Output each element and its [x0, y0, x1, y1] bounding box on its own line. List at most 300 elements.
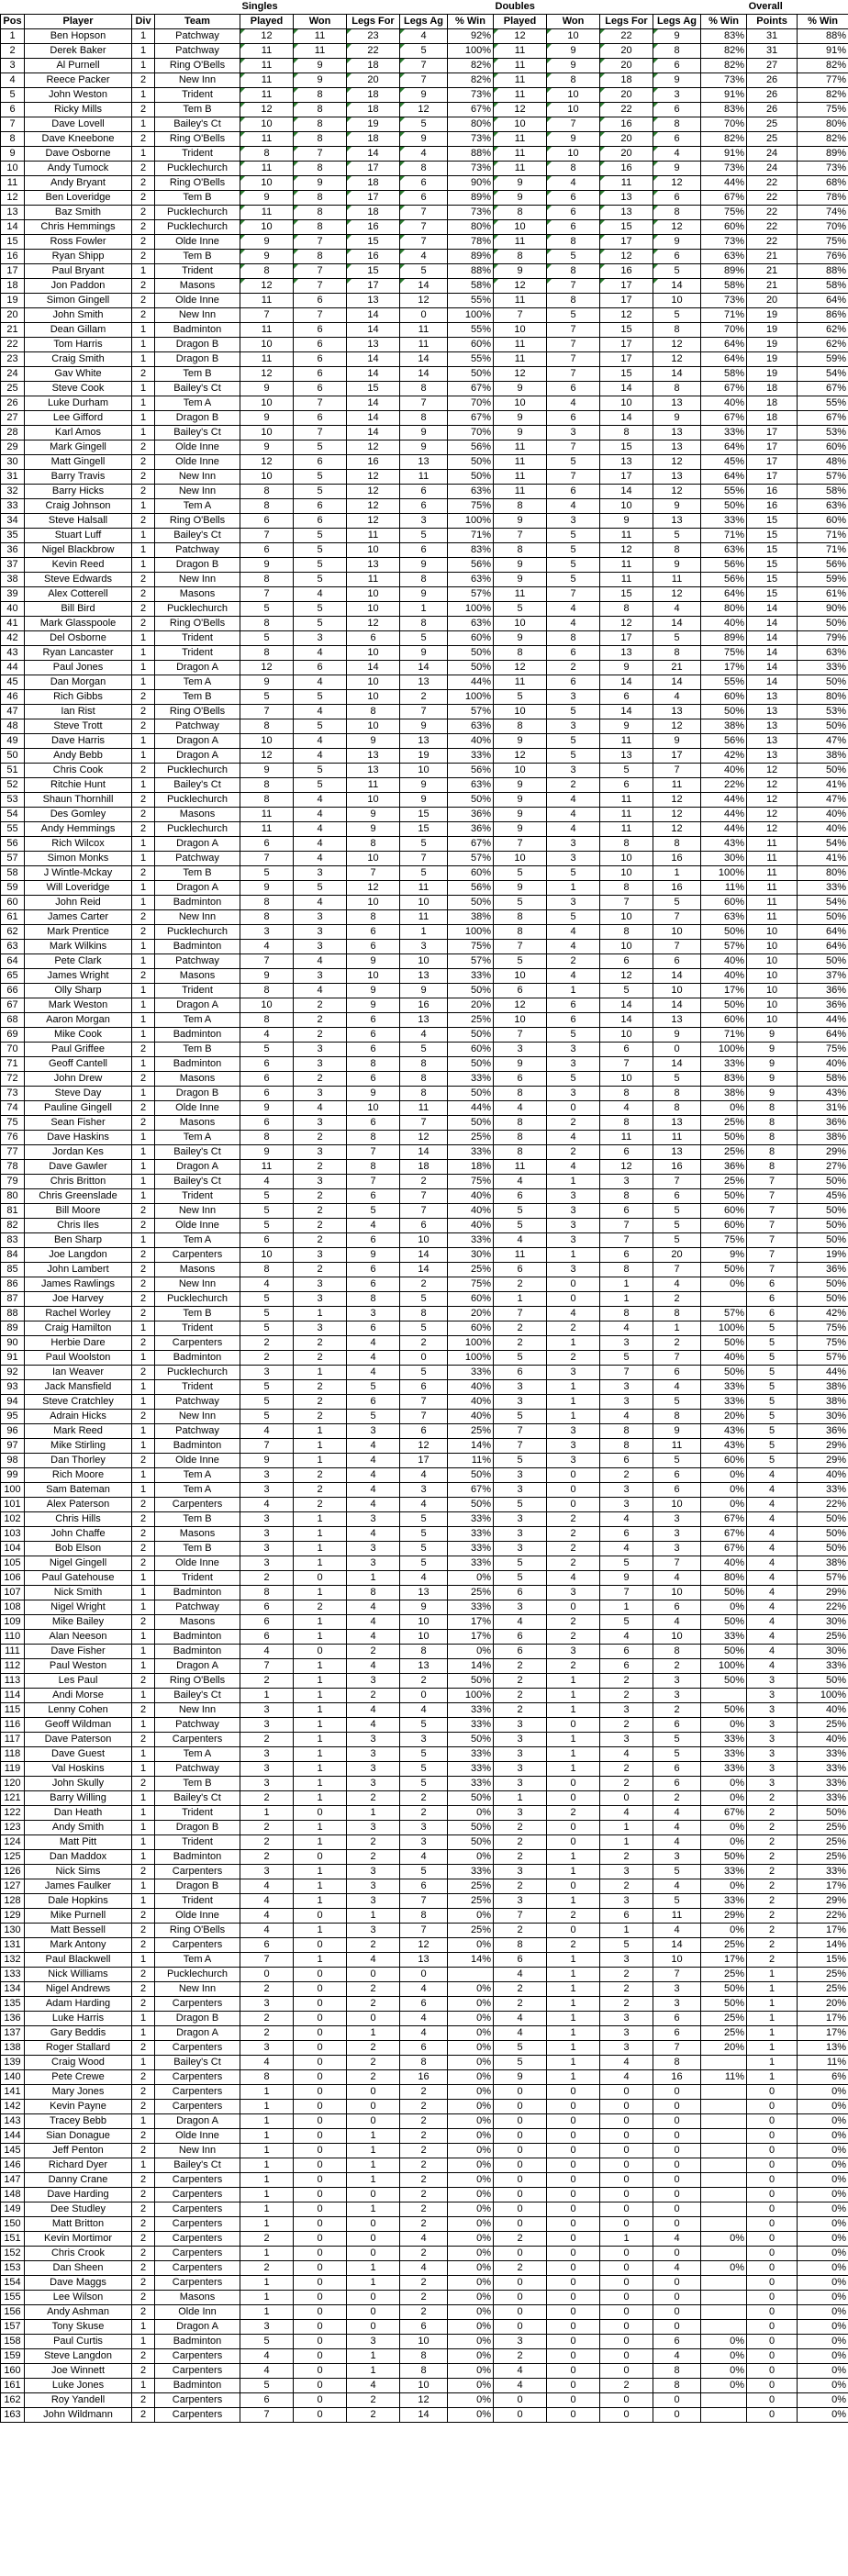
cell-overall-pct-win: 82% — [798, 88, 848, 103]
table-row — [1, 1145, 848, 1160]
table-row — [1, 675, 848, 690]
cell-singles-played: 5 — [240, 1395, 294, 1410]
cell-singles-legs-ag: 2 — [400, 2305, 448, 2320]
cell-team: Carpenters — [155, 2408, 240, 2423]
cell-singles-played: 1 — [240, 2144, 294, 2158]
cell-singles-played: 8 — [240, 793, 294, 808]
cell-singles-pct-win: 82% — [448, 73, 494, 88]
cell-singles-legs-ag: 12 — [400, 1439, 448, 1454]
cell-doubles-played: 5 — [494, 954, 547, 969]
cell-overall-pct-win: 50% — [798, 1219, 848, 1233]
table-row — [1, 470, 848, 485]
cell-doubles-pct-win: 44% — [701, 176, 747, 191]
cell-singles-legs-ag: 19 — [400, 749, 448, 764]
cell-doubles-won: 5 — [547, 308, 600, 323]
cell-player: Mike Cook — [25, 1028, 132, 1043]
cell-overall-pct-win: 0% — [798, 2188, 848, 2202]
cell-overall-pct-win: 77% — [798, 73, 848, 88]
cell-doubles-played: 5 — [494, 1410, 547, 1424]
cell-singles-legs-ag: 8 — [400, 2364, 448, 2379]
cell-div: 2 — [132, 969, 155, 984]
cell-doubles-won: 0 — [547, 1498, 600, 1512]
cell-singles-legs-ag: 9 — [400, 984, 448, 998]
cell-doubles-won: 4 — [547, 969, 600, 984]
cell-div: 1 — [132, 1571, 155, 1586]
table-row — [1, 2408, 848, 2423]
cell-doubles-legs-ag: 0 — [653, 2320, 701, 2335]
table-row — [1, 2070, 848, 2085]
cell-doubles-pct-win: 80% — [701, 1571, 747, 1586]
cell-singles-pct-win: 75% — [448, 1175, 494, 1189]
cell-doubles-played: 9 — [494, 778, 547, 793]
cell-doubles-pct-win: 22% — [701, 778, 747, 793]
cell-pos: 105 — [1, 1556, 25, 1571]
cell-doubles-pct-win: 44% — [701, 808, 747, 822]
table-row — [1, 176, 848, 191]
cell-singles-pct-win: 0% — [448, 2173, 494, 2188]
cell-singles-won: 3 — [294, 1087, 347, 1101]
cell-overall-pct-win: 50% — [798, 719, 848, 734]
cell-singles-won: 5 — [294, 529, 347, 543]
cell-player: Dan Maddox — [25, 1850, 132, 1865]
cell-div: 1 — [132, 1850, 155, 1865]
cell-singles-played: 5 — [240, 1292, 294, 1307]
cell-doubles-pct-win: 0% — [701, 1498, 747, 1512]
cell-doubles-won: 4 — [547, 925, 600, 940]
cell-doubles-played: 7 — [494, 1909, 547, 1924]
cell-doubles-won: 0 — [547, 2217, 600, 2232]
cell-doubles-legs-ag: 4 — [653, 2349, 701, 2364]
cell-player: John Drew — [25, 1072, 132, 1087]
cell-points: 0 — [747, 2100, 798, 2114]
cell-singles-legs-ag: 11 — [400, 881, 448, 896]
cell-team: Olde Inne — [155, 1909, 240, 1924]
cell-overall-pct-win: 17% — [798, 2012, 848, 2026]
cell-singles-won: 6 — [294, 499, 347, 514]
cell-doubles-pct-win: 40% — [701, 764, 747, 778]
cell-team: Masons — [155, 1072, 240, 1087]
cell-doubles-won: 4 — [547, 176, 600, 191]
cell-points: 4 — [747, 1468, 798, 1483]
cell-singles-legs-ag: 2 — [400, 2085, 448, 2100]
cell-doubles-legs-for: 7 — [600, 1233, 653, 1248]
cell-team: Masons — [155, 1527, 240, 1542]
cell-overall-pct-win: 75% — [798, 1043, 848, 1057]
cell-doubles-pct-win: 25% — [701, 1116, 747, 1131]
cell-team: Olde Inne — [155, 294, 240, 308]
cell-doubles-won: 0 — [547, 1292, 600, 1307]
cell-singles-pct-win: 0% — [448, 2379, 494, 2393]
cell-doubles-played: 11 — [494, 1248, 547, 1263]
cell-points: 2 — [747, 1953, 798, 1968]
cell-player: Nick Williams — [25, 1968, 132, 1982]
cell-singles-legs-ag: 5 — [400, 837, 448, 852]
cell-doubles-won: 4 — [547, 1131, 600, 1145]
cell-singles-pct-win: 33% — [448, 1366, 494, 1380]
cell-team: Trident — [155, 1189, 240, 1204]
cell-singles-won: 8 — [294, 191, 347, 206]
cell-doubles-won: 6 — [547, 675, 600, 690]
cell-div: 2 — [132, 162, 155, 176]
cell-team: Trident — [155, 1806, 240, 1821]
cell-doubles-legs-ag: 5 — [653, 1894, 701, 1909]
cell-doubles-legs-ag: 5 — [653, 1865, 701, 1879]
cell-overall-pct-win: 29% — [798, 1894, 848, 1909]
cell-singles-pct-win: 50% — [448, 1733, 494, 1747]
cell-doubles-legs-for: 2 — [600, 1968, 653, 1982]
cell-doubles-legs-ag: 0 — [653, 2305, 701, 2320]
cell-points: 5 — [747, 1410, 798, 1424]
cell-singles-played: 11 — [240, 294, 294, 308]
cell-doubles-legs-for: 0 — [600, 2173, 653, 2188]
cell-overall-pct-win: 0% — [798, 2261, 848, 2276]
cell-singles-won: 1 — [294, 1527, 347, 1542]
cell-pos: 128 — [1, 1894, 25, 1909]
cell-points: 0 — [747, 2217, 798, 2232]
cell-team: New Inn — [155, 2144, 240, 2158]
cell-singles-won: 2 — [294, 1336, 347, 1351]
cell-doubles-pct-win: 64% — [701, 440, 747, 455]
cell-doubles-pct-win — [701, 2173, 747, 2188]
cell-doubles-legs-ag: 7 — [653, 2041, 701, 2056]
cell-overall-pct-win: 29% — [798, 1586, 848, 1600]
cell-div: 2 — [132, 132, 155, 147]
cell-points: 8 — [747, 1101, 798, 1116]
cell-doubles-pct-win: 0% — [701, 1468, 747, 1483]
cell-doubles-legs-for: 17 — [600, 235, 653, 250]
cell-doubles-won: 0 — [547, 2085, 600, 2100]
cell-singles-legs-for: 9 — [347, 998, 400, 1013]
cell-singles-pct-win: 0% — [448, 1850, 494, 1865]
cell-team: Tem B — [155, 1512, 240, 1527]
cell-singles-played: 2 — [240, 1791, 294, 1806]
cell-pos: 108 — [1, 1600, 25, 1615]
cell-player: Pauline Gingell — [25, 1101, 132, 1116]
cell-doubles-pct-win: 75% — [701, 1233, 747, 1248]
cell-doubles-pct-win: 73% — [701, 235, 747, 250]
cell-singles-legs-ag: 12 — [400, 1131, 448, 1145]
cell-doubles-pct-win: 9% — [701, 1248, 747, 1263]
cell-singles-pct-win: 17% — [448, 1615, 494, 1630]
cell-singles-legs-for: 10 — [347, 793, 400, 808]
cell-team: Bailey's Ct — [155, 426, 240, 440]
cell-doubles-legs-for: 6 — [600, 1248, 653, 1263]
cell-singles-legs-ag: 3 — [400, 1835, 448, 1850]
cell-player: Val Hoskins — [25, 1762, 132, 1777]
cell-div: 1 — [132, 411, 155, 426]
cell-singles-legs-ag: 2 — [400, 2202, 448, 2217]
cell-singles-legs-for: 2 — [347, 1835, 400, 1850]
cell-singles-won: 2 — [294, 1600, 347, 1615]
cell-team: Dragon B — [155, 338, 240, 352]
cell-singles-legs-ag: 13 — [400, 1586, 448, 1600]
cell-singles-played: 3 — [240, 1703, 294, 1718]
table-row — [1, 2335, 848, 2349]
cell-doubles-played: 9 — [494, 514, 547, 529]
cell-doubles-pct-win: 17% — [701, 661, 747, 675]
cell-team: Masons — [155, 2291, 240, 2305]
cell-pos: 12 — [1, 191, 25, 206]
cell-doubles-legs-ag: 17 — [653, 749, 701, 764]
cell-points: 0 — [747, 2379, 798, 2393]
cell-doubles-legs-for: 6 — [600, 1145, 653, 1160]
cell-singles-legs-ag: 4 — [400, 1703, 448, 1718]
cell-singles-won: 0 — [294, 2408, 347, 2423]
cell-doubles-pct-win: 25% — [701, 2012, 747, 2026]
cell-doubles-won: 2 — [547, 1909, 600, 1924]
cell-singles-legs-for: 3 — [347, 1879, 400, 1894]
cell-singles-legs-ag: 10 — [400, 954, 448, 969]
cell-singles-played: 1 — [240, 1689, 294, 1703]
cell-doubles-legs-for: 4 — [600, 1747, 653, 1762]
cell-pos: 125 — [1, 1850, 25, 1865]
cell-div: 2 — [132, 1263, 155, 1277]
cell-singles-played: 2 — [240, 2261, 294, 2276]
cell-points: 9 — [747, 1043, 798, 1057]
cell-doubles-legs-ag: 6 — [653, 1600, 701, 1615]
cell-team: Tem A — [155, 675, 240, 690]
cell-singles-legs-ag: 5 — [400, 1556, 448, 1571]
cell-doubles-played: 7 — [494, 529, 547, 543]
cell-doubles-pct-win — [701, 2158, 747, 2173]
cell-doubles-legs-ag: 8 — [653, 44, 701, 59]
cell-singles-won: 1 — [294, 1307, 347, 1321]
cell-team: Carpenters — [155, 2364, 240, 2379]
cell-doubles-legs-ag: 5 — [653, 264, 701, 279]
cell-singles-pct-win: 50% — [448, 1835, 494, 1850]
table-row — [1, 2305, 848, 2320]
cell-team: Badminton — [155, 2379, 240, 2393]
cell-div: 2 — [132, 2261, 155, 2276]
cell-doubles-won: 4 — [547, 617, 600, 631]
cell-player: Karl Amos — [25, 426, 132, 440]
cell-div: 1 — [132, 2379, 155, 2393]
cell-doubles-legs-for: 10 — [600, 940, 653, 954]
cell-player: John Weston — [25, 88, 132, 103]
table-row — [1, 2261, 848, 2276]
cell-singles-played: 5 — [240, 866, 294, 881]
cell-singles-legs-for: 4 — [347, 1498, 400, 1512]
cell-singles-legs-for: 14 — [347, 308, 400, 323]
cell-doubles-played: 0 — [494, 2305, 547, 2320]
cell-singles-pct-win: 38% — [448, 910, 494, 925]
cell-doubles-won: 0 — [547, 2144, 600, 2158]
cell-singles-won: 3 — [294, 969, 347, 984]
cell-singles-legs-for: 2 — [347, 2056, 400, 2070]
cell-doubles-legs-ag: 9 — [653, 235, 701, 250]
cell-doubles-pct-win — [701, 1292, 747, 1307]
cell-singles-won: 4 — [294, 852, 347, 866]
cell-player: John Skully — [25, 1777, 132, 1791]
cell-doubles-legs-for: 11 — [600, 1131, 653, 1145]
cell-div: 2 — [132, 367, 155, 382]
cell-pos: 68 — [1, 1013, 25, 1028]
cell-div: 2 — [132, 1909, 155, 1924]
table-row — [1, 1292, 848, 1307]
cell-overall-pct-win: 36% — [798, 1116, 848, 1131]
cell-doubles-legs-ag: 14 — [653, 279, 701, 294]
cell-doubles-legs-for: 0 — [600, 2100, 653, 2114]
cell-singles-won: 0 — [294, 1968, 347, 1982]
cell-singles-played: 7 — [240, 529, 294, 543]
cell-doubles-legs-ag: 5 — [653, 896, 701, 910]
cell-points: 2 — [747, 1791, 798, 1806]
cell-singles-legs-ag: 4 — [400, 147, 448, 162]
cell-doubles-legs-ag: 12 — [653, 822, 701, 837]
cell-team: Olde Inne — [155, 2129, 240, 2144]
cell-doubles-legs-ag: 4 — [653, 1806, 701, 1821]
cell-player: Mark Prentice — [25, 925, 132, 940]
cell-overall-pct-win: 22% — [798, 1909, 848, 1924]
cell-singles-won: 1 — [294, 1630, 347, 1645]
cell-singles-legs-for: 8 — [347, 1131, 400, 1145]
cell-singles-pct-win: 0% — [448, 2100, 494, 2114]
cell-doubles-won: 0 — [547, 2173, 600, 2188]
cell-team: Bailey's Ct — [155, 1145, 240, 1160]
table-row — [1, 426, 848, 440]
cell-div: 2 — [132, 705, 155, 719]
cell-singles-won: 2 — [294, 1028, 347, 1043]
cell-player: Lee Wilson — [25, 2291, 132, 2305]
cell-player: Joe Winnett — [25, 2364, 132, 2379]
cell-pos: 51 — [1, 764, 25, 778]
cell-points: 0 — [747, 2173, 798, 2188]
cell-singles-played: 6 — [240, 1057, 294, 1072]
cell-singles-legs-for: 0 — [347, 2012, 400, 2026]
table-row — [1, 2276, 848, 2291]
cell-singles-legs-for: 1 — [347, 2144, 400, 2158]
cell-doubles-legs-ag: 12 — [653, 485, 701, 499]
cell-singles-won: 1 — [294, 1586, 347, 1600]
table-row — [1, 1410, 848, 1424]
cell-points: 2 — [747, 1850, 798, 1865]
cell-div: 1 — [132, 2335, 155, 2349]
cell-singles-legs-for: 3 — [347, 1894, 400, 1909]
cell-doubles-pct-win: 91% — [701, 88, 747, 103]
cell-doubles-played: 9 — [494, 558, 547, 573]
cell-doubles-won: 8 — [547, 294, 600, 308]
cell-doubles-legs-ag: 6 — [653, 1468, 701, 1483]
cell-singles-legs-ag: 5 — [400, 1747, 448, 1762]
cell-singles-played: 11 — [240, 206, 294, 220]
cell-div: 2 — [132, 1292, 155, 1307]
cell-doubles-won: 0 — [547, 2320, 600, 2335]
cell-team: Bailey's Ct — [155, 2056, 240, 2070]
cell-singles-legs-ag: 5 — [400, 44, 448, 59]
cell-singles-pct-win: 71% — [448, 529, 494, 543]
cell-team: Dragon A — [155, 2114, 240, 2129]
cell-pos: 60 — [1, 896, 25, 910]
cell-team: Patchway — [155, 719, 240, 734]
cell-points: 4 — [747, 1542, 798, 1556]
cell-singles-won: 0 — [294, 1938, 347, 1953]
cell-singles-legs-for: 3 — [347, 1424, 400, 1439]
cell-points: 4 — [747, 1512, 798, 1527]
cell-doubles-legs-for: 8 — [600, 837, 653, 852]
cell-doubles-played: 9 — [494, 191, 547, 206]
cell-doubles-played: 11 — [494, 235, 547, 250]
cell-doubles-legs-for: 11 — [600, 822, 653, 837]
cell-overall-pct-win: 50% — [798, 1175, 848, 1189]
cell-doubles-won: 1 — [547, 1395, 600, 1410]
cell-singles-won: 4 — [294, 793, 347, 808]
cell-doubles-won: 0 — [547, 1101, 600, 1116]
cell-doubles-legs-ag: 5 — [653, 1204, 701, 1219]
cell-overall-pct-win: 36% — [798, 1424, 848, 1439]
cell-doubles-won: 5 — [547, 455, 600, 470]
cell-doubles-played: 0 — [494, 2276, 547, 2291]
cell-overall-pct-win: 40% — [798, 808, 848, 822]
cell-singles-pct-win: 40% — [448, 1410, 494, 1424]
cell-singles-played: 6 — [240, 543, 294, 558]
cell-singles-legs-for: 2 — [347, 1850, 400, 1865]
cell-player: Chris Cook — [25, 764, 132, 778]
cell-div: 2 — [132, 2291, 155, 2305]
cell-div: 1 — [132, 1321, 155, 1336]
cell-doubles-legs-for: 20 — [600, 132, 653, 147]
cell-doubles-legs-ag: 8 — [653, 837, 701, 852]
cell-singles-won: 3 — [294, 1248, 347, 1263]
cell-doubles-played: 8 — [494, 719, 547, 734]
cell-singles-pct-win: 67% — [448, 837, 494, 852]
cell-doubles-legs-ag: 0 — [653, 2085, 701, 2100]
cell-doubles-legs-for: 6 — [600, 1659, 653, 1674]
cell-singles-legs-ag: 6 — [400, 191, 448, 206]
cell-singles-legs-for: 22 — [347, 44, 400, 59]
cell-doubles-legs-ag: 0 — [653, 2393, 701, 2408]
cell-player: John Reid — [25, 896, 132, 910]
cell-doubles-played: 4 — [494, 1615, 547, 1630]
cell-doubles-pct-win: 43% — [701, 1424, 747, 1439]
cell-doubles-played: 9 — [494, 822, 547, 837]
cell-team: New Inn — [155, 1204, 240, 1219]
cell-overall-pct-win: 17% — [798, 1879, 848, 1894]
cell-pos: 163 — [1, 2408, 25, 2423]
cell-team: Dragon B — [155, 1879, 240, 1894]
cell-doubles-legs-for: 4 — [600, 1321, 653, 1336]
cell-singles-won: 1 — [294, 1454, 347, 1468]
cell-singles-legs-for: 10 — [347, 646, 400, 661]
cell-doubles-pct-win: 67% — [701, 382, 747, 396]
cell-doubles-legs-ag: 9 — [653, 1424, 701, 1439]
cell-doubles-played: 2 — [494, 2349, 547, 2364]
cell-div: 2 — [132, 1777, 155, 1791]
cell-team: New Inn — [155, 573, 240, 587]
cell-team: Tem A — [155, 396, 240, 411]
cell-doubles-legs-ag: 3 — [653, 1542, 701, 1556]
cell-doubles-pct-win — [701, 2114, 747, 2129]
cell-team: Tem A — [155, 1747, 240, 1762]
cell-doubles-legs-for: 12 — [600, 969, 653, 984]
cell-overall-pct-win: 75% — [798, 1336, 848, 1351]
cell-doubles-legs-for: 7 — [600, 1057, 653, 1072]
cell-pos: 22 — [1, 338, 25, 352]
cell-doubles-pct-win: 64% — [701, 352, 747, 367]
cell-doubles-played: 3 — [494, 1747, 547, 1762]
cell-overall-pct-win: 30% — [798, 1615, 848, 1630]
cell-div: 1 — [132, 499, 155, 514]
cell-singles-played: 1 — [240, 1806, 294, 1821]
cell-doubles-pct-win — [701, 2320, 747, 2335]
cell-singles-played: 9 — [240, 558, 294, 573]
cell-singles-legs-ag: 14 — [400, 1248, 448, 1263]
cell-singles-played: 5 — [240, 690, 294, 705]
cell-singles-played: 2 — [240, 2026, 294, 2041]
cell-singles-legs-for: 9 — [347, 1248, 400, 1263]
cell-doubles-legs-ag: 4 — [653, 1615, 701, 1630]
table-row — [1, 382, 848, 396]
table-row — [1, 646, 848, 661]
